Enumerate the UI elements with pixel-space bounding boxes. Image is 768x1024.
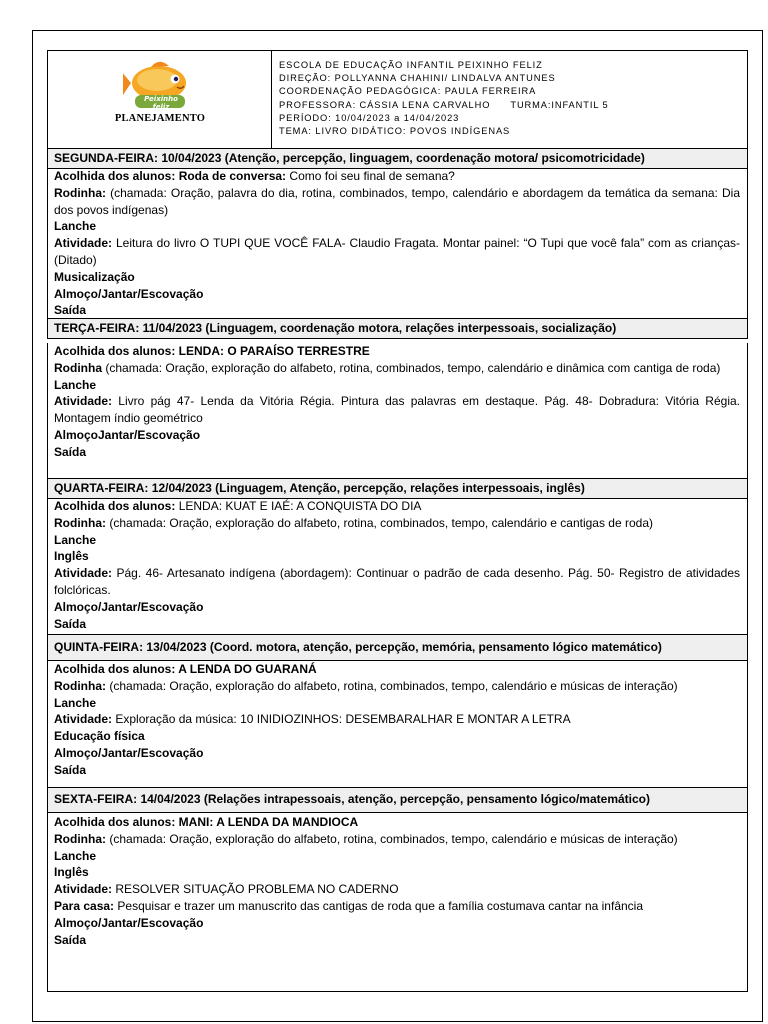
meal: Almoço/Jantar/Escovação <box>54 915 204 930</box>
activity-label: Atividade: <box>54 566 113 581</box>
exit: Saída <box>54 616 87 631</box>
day-title-wednesday: QUARTA-FEIRA: 12/04/2023 (Linguagem, Atenção, percepção, relações interpessoais, inglês) <box>47 478 748 499</box>
reception: Acolhida dos alunos: A LENDA DO GUARANÁ <box>54 662 317 676</box>
reception-label: Acolhida dos alunos: <box>54 169 176 183</box>
activity-text: Exploração da música: 10 INIDIOZINHOS: DESEMBARALHAR E MONTAR A LETRA <box>115 712 571 727</box>
logo-cell <box>48 51 272 148</box>
meal: Almoço/Jantar/Escovação <box>54 286 204 301</box>
day-title-tuesday: TERÇA-FEIRA: 11/04/2023 (Linguagem, coordenação motora, relações interpessoais, socialização) <box>47 318 748 339</box>
day-title-thursday: QUINTA-FEIRA: 13/04/2023 (Coord. motora, atenção, percepção, memória, pensamento lógico matemático) <box>47 634 748 661</box>
activity-label: Atividade: <box>54 712 113 727</box>
school-info <box>279 59 745 138</box>
rodinha-text: (chamada: Oração, exploração do alfabeto, rotina, combinados, tempo, calendário e músicas de interação) <box>109 678 678 693</box>
snack: Lanche <box>54 848 97 863</box>
class: TURMA:INFANTIL 5 <box>510 99 609 110</box>
snack: Lanche <box>54 377 97 392</box>
day-title-friday: SEXTA-FEIRA: 14/04/2023 (Relações intrapessoais, atenção, percepção, pensamento lógico/matemático) <box>47 787 748 813</box>
exit: Saída <box>54 932 87 947</box>
activity-text: Pág. 46- Artesanato indígena (abordagem): Continuar o padrão de cada desenho. Pág. 50- Registro de atividades folclóricas. <box>54 566 740 597</box>
table-bottom-border <box>47 991 748 992</box>
teacher-line <box>279 99 745 112</box>
day-body-monday <box>47 168 748 318</box>
snack: Lanche <box>54 532 97 547</box>
school-name: ESCOLA DE EDUCAÇÃO INFANTIL PEIXINHO FELIZ <box>279 60 543 70</box>
reception-text: Como foi seu final de semana? <box>289 169 455 183</box>
reception: Acolhida dos alunos: MANI: A LENDA DA MANDIOCA <box>54 815 359 829</box>
day-body-thursday <box>47 661 748 787</box>
reception-topic: Roda de conversa: <box>178 169 287 183</box>
theme: TEMA: LIVRO DIDÁTICO: POVOS INDÍGENAS <box>279 126 511 137</box>
rodinha-text: (chamada: Oração, exploração do alfabeto, rotina, combinados, tempo, calendário e dinâmica com cantiga de roda) <box>105 360 721 375</box>
snack: Lanche <box>54 695 97 710</box>
day-title-monday: SEGUNDA-FEIRA: 10/04/2023 (Atenção, percepção, linguagem, coordenação motora/ psicomotricidade) <box>47 148 748 169</box>
day-body-wednesday <box>47 498 748 634</box>
rodinha-label: Rodinha: <box>54 185 106 200</box>
rodinha-text: (chamada: Oração, palavra do dia, rotina, combinados, tempo, calendário e abordagem da temática da semana: Dia dos povos indígenas) <box>54 185 740 217</box>
physical-education: Educação física <box>54 729 145 744</box>
logo-text: Peixinho feliz <box>144 95 178 111</box>
meal: AlmoçoJantar/Escovação <box>54 427 201 442</box>
activity-text: RESOLVER SITUAÇÃO PROBLEMA NO CADERNO <box>115 882 399 897</box>
exit: Saída <box>54 762 87 777</box>
period: PERÍODO: 10/04/2023 a 14/04/2023 <box>279 112 460 123</box>
rodinha-label: Rodinha: <box>54 678 106 693</box>
teacher: PROFESSORA: CÁSSIA LENA CARVALHO <box>279 99 491 110</box>
reception-text: LENDA: KUAT E IAÉ: A CONQUISTA DO DIA <box>178 499 422 513</box>
activity-label: Atividade: <box>54 236 113 251</box>
rodinha-label: Rodinha: <box>54 515 106 530</box>
meal: Almoço/Jantar/Escovação <box>54 599 204 614</box>
snack: Lanche <box>54 219 97 234</box>
exit: Saída <box>54 303 87 318</box>
rodinha-text: (chamada: Oração, exploração do alfabeto, rotina, combinados, tempo, calendário e cantigas de roda) <box>109 515 653 530</box>
planning-label: PLANEJAMENTO <box>114 113 206 124</box>
rodinha-label: Rodinha: <box>54 831 106 846</box>
coordination: COORDENAÇÃO PEDAGÓGICA: PAULA FERREIRA <box>279 86 537 97</box>
day-body-tuesday <box>47 343 748 478</box>
rodinha-text: (chamada: Oração, exploração do alfabeto, rotina, combinados, tempo, calendário e músicas de interação) <box>109 831 678 846</box>
direction: DIREÇÃO: POLLYANNA CHAHINI/ LINDALVA ANTUNES <box>279 73 556 84</box>
english: Inglês <box>54 865 89 880</box>
rodinha-label: Rodinha <box>54 360 102 375</box>
meal: Almoço/Jantar/Escovação <box>54 745 204 760</box>
activity-label: Atividade: <box>54 882 113 897</box>
homework-label: Para casa: <box>54 898 115 913</box>
homework-text: Pesquisar e trazer um manuscrito das cantigas de roda que a família costumava cantar na infância <box>117 898 643 913</box>
reception-label: Acolhida dos alunos: <box>54 499 176 513</box>
exit: Saída <box>54 444 87 459</box>
english: Inglês <box>54 549 89 564</box>
music: Musicalização <box>54 269 135 284</box>
activity-text: Livro pág 47- Lenda da Vitória Régia. Pintura das palavras em destaque. Pág. 48- Dobradura: Vitória Régia. Montagem índio geométrico <box>54 394 740 426</box>
reception: Acolhida dos alunos: LENDA: O PARAÍSO TERRESTRE <box>54 344 370 358</box>
activity-label: Atividade: <box>54 394 113 409</box>
day-body-friday <box>47 813 748 991</box>
activity-text: Leitura do livro O TUPI QUE VOCÊ FALA- Claudio Fragata. Montar painel: “O Tupi que você fala” com as crianças- (Ditado) <box>54 236 740 267</box>
document-header <box>47 50 748 149</box>
